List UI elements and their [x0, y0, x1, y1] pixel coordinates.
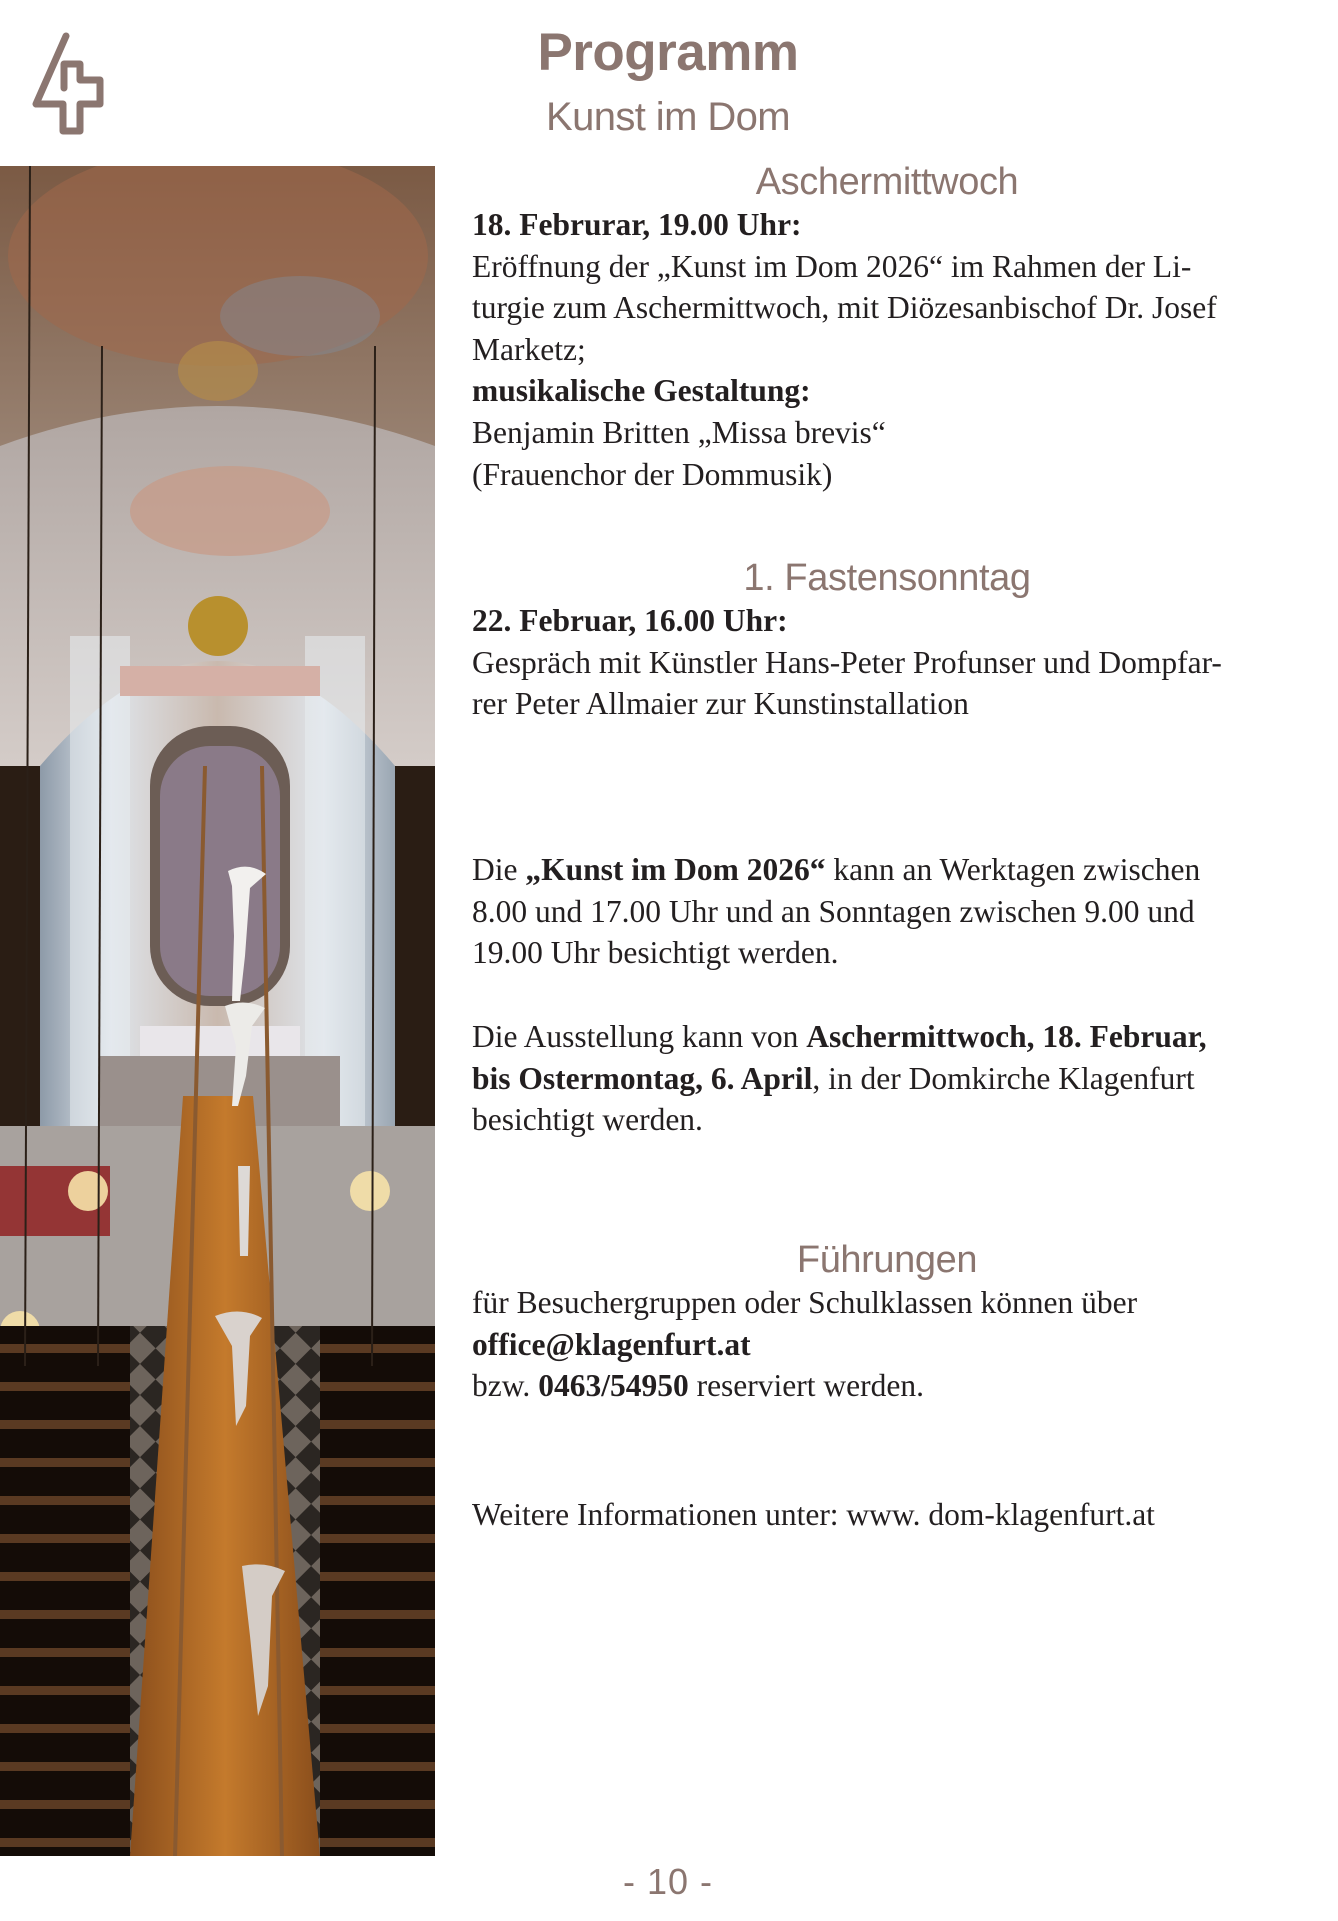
section-heading: Aschermittwoch: [755, 161, 1019, 203]
music-line: Benjamin Britten „Missa brevis“: [472, 414, 886, 450]
music-label: musikalische Gestaltung:: [472, 373, 811, 409]
text-line: für Besuchergruppen oder Schulklassen können über: [472, 1285, 1138, 1320]
section-first-lent-sunday: [472, 556, 1302, 725]
event-date: 22. Februar, 16.00 Uhr:: [472, 603, 788, 638]
section-heading: Führungen: [796, 1239, 978, 1281]
text-line: 8.00 und 17.00 Uhr und an Sonntagen zwischen 9.00 und: [472, 893, 1195, 929]
more-info-link[interactable]: Weitere Informationen unter: www. dom-klagenfurt.at: [472, 1497, 1155, 1532]
page-title: Programm: [537, 23, 799, 82]
text: kann an Werktagen zwischen: [825, 852, 1201, 887]
phone-number[interactable]: 0463/54950: [538, 1368, 689, 1404]
text: Die Ausstellung kann von: [472, 1019, 807, 1054]
section-ash-wednesday: [472, 160, 1302, 495]
text: , in der Domkirche Klagenfurt: [812, 1060, 1195, 1096]
event-date: 18. Februrar, 19.00 Uhr:: [472, 207, 802, 242]
end-date: bis Ostermontag, 6. April: [472, 1060, 813, 1096]
text-line: besichtigt werden.: [472, 1102, 703, 1138]
event-text-line: rer Peter Allmaier zur Kunstinstallation: [472, 686, 969, 722]
start-date: Aschermittwoch, 18. Februar,: [806, 1019, 1207, 1054]
text: bzw.: [472, 1368, 539, 1404]
text: reserviert werden.: [688, 1368, 924, 1404]
opening-hours-paragraph: [472, 849, 1200, 974]
event-text-line: Eröffnung der „Kunst im Dom 2026“ im Rahmen der Li-: [472, 248, 1192, 284]
event-text-line: Gespräch mit Künstler Hans-Peter Profunser und Dompfar-: [472, 644, 1222, 680]
text-line: 19.00 Uhr besichtigt werden.: [472, 935, 839, 971]
four-cross-logo-icon: [30, 30, 108, 138]
cathedral-interior-photo: [0, 166, 435, 1856]
event-text-line: Marketz;: [472, 331, 586, 367]
section-tours: [472, 1238, 1302, 1407]
exhibition-period-paragraph: [472, 1016, 1207, 1141]
email-link[interactable]: office@klagenfurt.at: [472, 1326, 751, 1362]
page-subtitle: Kunst im Dom: [546, 95, 790, 139]
text: Die: [472, 852, 526, 887]
section-heading: 1. Fastensonntag: [743, 557, 1031, 599]
event-text-line: turgie zum Aschermittwoch, mit Diözesanbischof Dr. Josef: [472, 290, 1217, 326]
page-number: - 10 -: [622, 1861, 714, 1902]
music-line: (Frauenchor der Dommusik): [472, 456, 833, 492]
exhibition-name: „Kunst im Dom 2026“: [525, 852, 826, 887]
